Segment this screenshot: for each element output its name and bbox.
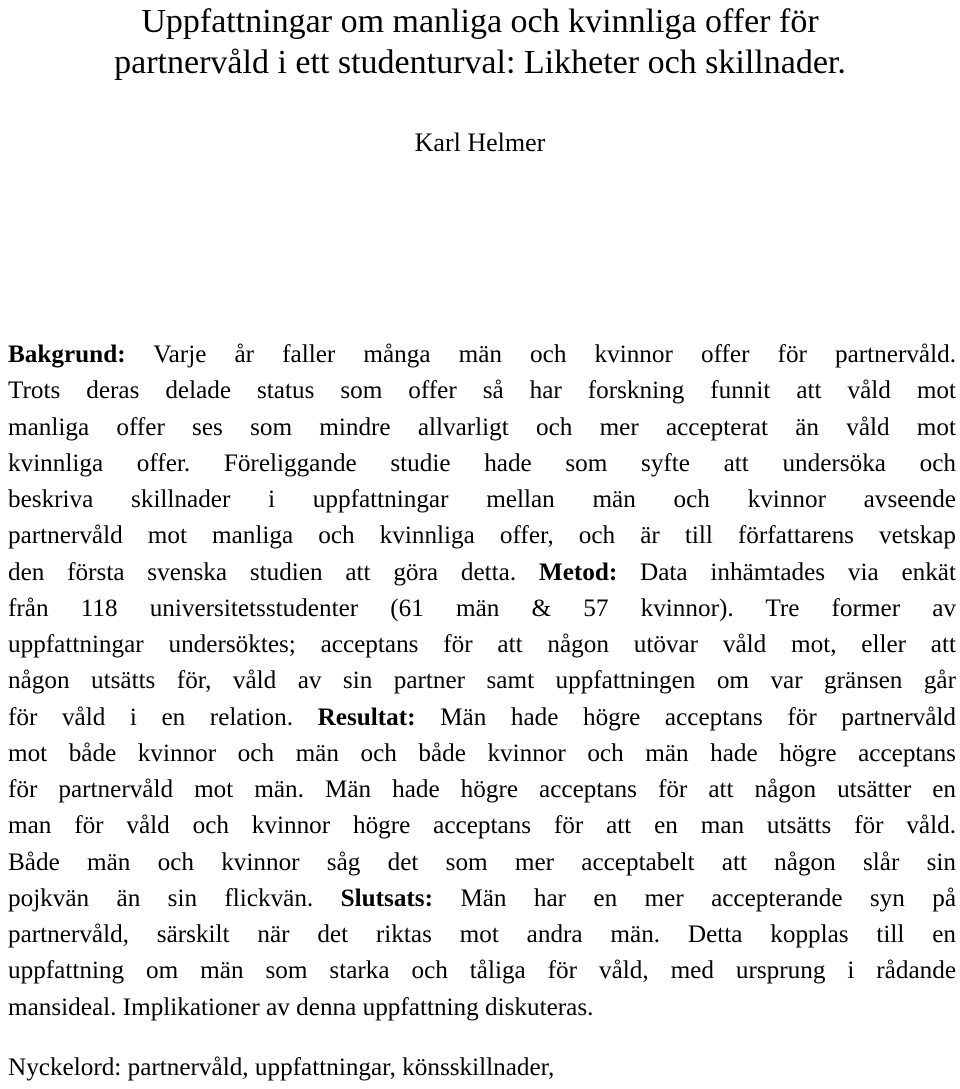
abstract-line <box>8 700 956 736</box>
abstract-text: Varje år faller många män och kvinnor offer för partnervåld. <box>125 341 956 368</box>
abstract-text: för våld i en relation. <box>8 703 318 731</box>
abstract-line: någon utsätts för, våld av sin partner samt uppfattningen om var gränsen går <box>8 667 956 695</box>
abstract-line: partnervåld mot manliga och kvinnliga offer, och är till författarens vetskap <box>8 522 956 550</box>
section-label-slutsats: Slutsats: <box>340 884 433 912</box>
abstract-line: mansideal. Implikationer av denna uppfattning diskuteras. <box>8 993 594 1021</box>
abstract-line: uppfattning om män som starka och tåliga för våld, med ursprung i rådande <box>8 957 956 985</box>
abstract-text: pojkvän än sin flickvän. <box>8 884 341 912</box>
title-line-2: partnervåld i ett studenturval: Likheter och skillnader. <box>114 44 846 81</box>
abstract-line: partnervåld, särskilt när det riktas mot andra män. Detta kopplas till en <box>8 921 956 948</box>
abstract-line: Både män och kvinnor såg det som mer acceptabelt att någon slår sin <box>8 848 956 876</box>
section-label-resultat: Resultat: <box>317 703 416 731</box>
abstract-line: kvinnliga offer. Föreliggande studie hade som syfte att undersöka och <box>8 449 956 477</box>
section-label-metod: Metod: <box>538 558 618 586</box>
abstract-line <box>8 337 956 373</box>
abstract-line: från 118 universitetsstudenter (61 män & 57 kvinnor). Tre former av <box>8 594 956 622</box>
abstract-text: Data inhämtades via enkät <box>617 558 956 586</box>
abstract-text: Män har en mer accepterande syn på <box>432 884 956 912</box>
author-name: Karl Helmer <box>414 128 546 157</box>
abstract <box>8 337 956 1026</box>
abstract-text: den första svenska studien att göra detta. <box>8 558 539 586</box>
abstract-line: mot både kvinnor och män och både kvinnor och män hade högre acceptans <box>8 739 956 767</box>
paper-title <box>0 1 960 83</box>
abstract-line: beskriva skillnader i uppfattningar mellan män och kvinnor avseende <box>8 486 956 513</box>
section-label-bakgrund: Bakgrund: <box>8 341 126 368</box>
abstract-line <box>8 881 956 917</box>
keywords: Nyckelord: partnervåld, uppfattningar, könsskillnader, <box>8 1054 555 1081</box>
abstract-line <box>8 555 956 591</box>
abstract-line: för partnervåld mot män. Män hade högre acceptans för att någon utsätter en <box>8 776 956 803</box>
title-line-1: Uppfattningar om manliga och kvinnliga offer för <box>141 3 819 40</box>
abstract-line: manliga offer ses som mindre allvarligt och mer accepterat än våld mot <box>8 413 956 441</box>
abstract-text: Män hade högre acceptans för partnervåld <box>415 703 956 731</box>
abstract-line: Trots deras delade status som offer så har forskning funnit att våld mot <box>8 377 956 405</box>
abstract-line: man för våld och kvinnor högre acceptans för att en man utsätts för våld. <box>8 812 956 840</box>
abstract-line: uppfattningar undersöktes; acceptans för att någon utövar våld mot, eller att <box>8 631 956 658</box>
